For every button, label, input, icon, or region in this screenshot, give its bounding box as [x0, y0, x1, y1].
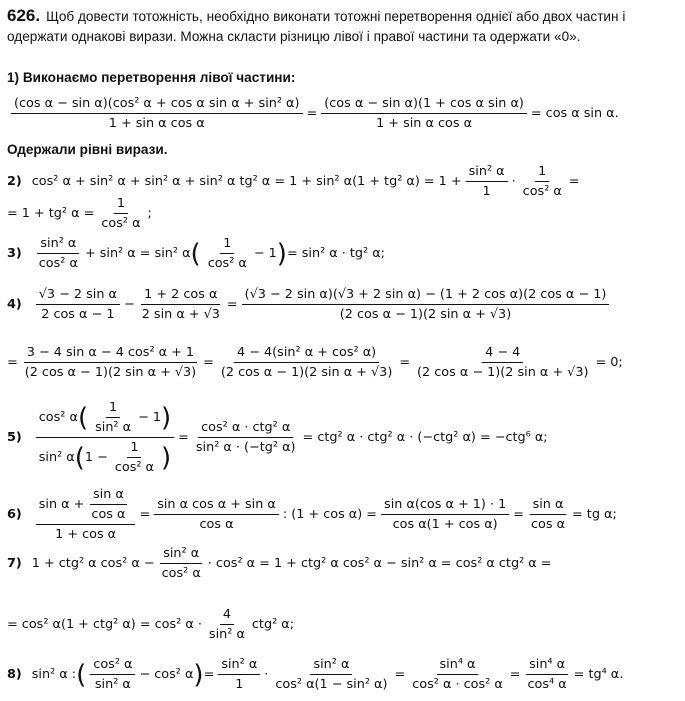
step1-label: 1) Виконаємо перетворення лівої частини:: [7, 70, 296, 85]
eq1-fraction-1: [11, 96, 303, 131]
eq2-eq: =: [568, 174, 580, 189]
eq5-inner-frac-2: [112, 440, 157, 475]
eq4b-f1d: (2 cos α − 1)(2 sin α + √3): [24, 365, 197, 380]
eq2-f1d: 1: [482, 184, 491, 199]
eq5-denominator: sin² α ( 1 − $\frac{1}{\text{cos² α}}$ ): [38, 440, 172, 475]
eq4-f1n: √3 − 2 sin α: [36, 287, 120, 305]
eq2-end: ;: [147, 206, 152, 221]
result-text: Одержали рівні вирази.: [7, 142, 168, 157]
eq6-na: sin α +: [38, 497, 85, 512]
eq5-nfn: 1: [106, 400, 120, 418]
eq5-nfd: sin² α: [95, 420, 132, 435]
eq3-fraction-2: [205, 236, 250, 271]
equation-6: 6) sin α + $\frac{\text{sin α}}{\text{cos α}}$ 1 + cos α = $\frac{\text{sin α cos α + sin α}}{\text{cos α}}$ : (1 + cos α) = $\frac{\text{sin α(cos α + 1) · 1}}{\text{cos α(1 + cos α)}}$ = $\frac{\text{sin α}}{\text{cos α}}$ = tg α;: [7, 487, 617, 542]
eq6-fraction-4: [528, 497, 568, 532]
eq6-nfd: cos α: [91, 507, 126, 522]
eq8-fraction-4: [409, 657, 506, 692]
eq4b-f1n: 3 − 4 sin α − 4 cos² α + 1: [24, 345, 197, 363]
step1-label-line: [7, 70, 295, 85]
eq7b-fraction: [206, 607, 248, 642]
eq6-f3d: cos α(1 + cos α): [392, 517, 498, 532]
equation-2: [7, 164, 580, 199]
eq6-f3n: sin α(cos α + 1) · 1: [381, 497, 509, 515]
eq7-part-a: 1 + ctg² α cos² α −: [31, 556, 155, 571]
eq2-f2n: 1: [535, 164, 549, 182]
eq8-f3d: cos² α(1 − sin² α): [275, 677, 388, 692]
eq4b-f3d: (2 cos α − 1)(2 sin α + √3): [417, 365, 589, 380]
eq6-f2d: cos α: [199, 517, 234, 532]
eq4b-end: = 0;: [595, 355, 623, 370]
eq2-f2d: cos² α: [522, 184, 562, 199]
eq4b-f3n: 4 − 4: [482, 345, 523, 363]
eq4-eq: =: [226, 297, 238, 312]
eq1-num1: (cos α − sin α)(cos² α + cos α sin α + sin² α): [11, 96, 303, 114]
equation-8: 8) sin² α : ( $\frac{\text{cos² α}}{\text{sin² α}}$ − cos² α ) = $\frac{\text{sin² α}}{1}$ · $\frac{\text{sin² α}}{\text{cos² α(1 − sin² α)}}$ = $\frac{\text{sin⁴ α}}{\text{cos² α · cos² α}}$ = $\frac{\text{sin⁴ α}}{\text{cos⁴ α}}$ = tg⁴ α.: [7, 657, 624, 692]
eq8-fraction-2: [218, 657, 260, 692]
eq4-fraction-1: [36, 287, 120, 322]
eq8-f2n: sin² α: [218, 657, 260, 675]
eq6-f2n: sin α cos α + sin α: [154, 497, 279, 515]
eq8-f4d: cos² α · cos² α: [412, 677, 503, 692]
eq4-label: 4): [7, 297, 22, 312]
result-line: [7, 142, 168, 157]
eq8-f1d: sin² α: [94, 677, 131, 692]
eq8-f1n: cos² α: [90, 657, 135, 675]
eq8-label: 8): [7, 667, 22, 682]
eq5-fraction-2: [193, 420, 299, 455]
eq8-tail: = tg⁴ α.: [573, 667, 624, 682]
eq3-part-a: + sin² α = sin² α: [84, 246, 191, 261]
eq5-dfn: 1: [127, 440, 141, 458]
eq7-fraction: [159, 546, 204, 581]
eq7-fd: cos² α: [161, 566, 201, 581]
eq4b-f2d: (2 cos α − 1)(2 sin α + √3): [220, 365, 393, 380]
eq4-f3n: (√3 − 2 sin α)(√3 + 2 sin α) − (1 + 2 cos α)(2 cos α − 1): [242, 287, 610, 305]
eq3-f1d: cos² α: [38, 256, 78, 271]
eq8-fraction-3: [272, 657, 390, 692]
eq1-fraction-2: [321, 96, 527, 131]
eq6-big-fraction: [36, 487, 136, 542]
eq5-numerator: cos² α ( $\frac{1}{\text{sin² α}}$ − 1 ): [36, 400, 174, 438]
eq5-f2n: cos² α · ctg² α: [198, 420, 293, 438]
eq7b-part-b: ctg² α;: [251, 617, 295, 632]
equation-5: 5) cos² α ( $\frac{1}{\text{sin² α}}$ − 1 ) sin² α ( 1 − $\frac{1}{\text{cos² α}}$ ) = $\frac{\text{cos² α · ctg² α}}{\text{sin² α · (−tg² α)}}$ = ctg² α · ctg² α · (−ctg² α) = −ctg⁶ α;: [7, 400, 548, 475]
eq2-part-a: cos² α + sin² α + sin² α + sin² α tg² α = 1 + sin² α(1 + tg² α) = 1 +: [31, 174, 462, 189]
eq5-db: 1 −: [84, 450, 108, 465]
eq5-label: 5): [7, 430, 22, 445]
eq1-den2: 1 + sin α cos α: [376, 116, 473, 131]
eq5-inner-frac-1: [92, 400, 134, 435]
eq3-f2d: cos² α: [207, 256, 247, 271]
equation-1: $\frac{\text{(cos α − sin α)(cos² α + cos α sin α + sin² α)}}{\text{1 + sin α cos α}}$ = $\frac{\text{(cos α − sin α)(1 + cos α sin α)}}{\text{1 + sin α cos α}}$ = cos α sin α.: [7, 96, 619, 131]
eq4-f2n: 1 + 2 cos α: [141, 287, 220, 305]
eq4b-fraction-2: [218, 345, 395, 380]
eq6-f4n: sin α: [530, 497, 567, 515]
eq8-part-a: sin² α :: [31, 667, 77, 682]
eq3-f1n: sin² α: [37, 236, 79, 254]
eq8-f5d: cos⁴ α: [527, 677, 567, 692]
eq6-tail: = tg α;: [572, 507, 617, 522]
eq4-f1d: 2 cos α − 1: [41, 307, 115, 322]
eq8-part-b: − cos² α: [139, 667, 194, 682]
eq6-f4d: cos α: [530, 517, 566, 532]
eq4-f2d: 2 sin α + √3: [141, 307, 220, 322]
eq6-d: 1 + cos α: [55, 527, 117, 542]
eq5-na: cos² α: [38, 410, 78, 425]
eq4-f3d: (2 cos α − 1)(2 sin α + √3): [339, 307, 512, 322]
eq8-f4n: sin⁴ α: [437, 657, 479, 675]
eq3-f2n: 1: [220, 236, 234, 254]
eq4-minus: −: [123, 297, 135, 312]
eq2-f3d: cos² α: [101, 216, 141, 231]
equation-4b: = $\frac{\text{3 − 4 sin α − 4 cos² α + 1}}{\text{(2 cos α − 1)(2 sin α + √3)}}$ = $\frac{\text{4 − 4(sin² α + cos² α)}}{\text{(2 cos α − 1)(2 sin α + √3)}}$ = $\frac{4 - 4}{\text{(2 cos α − 1)(2 sin α + √3)}}$ = 0;: [7, 345, 623, 380]
eq2-label: 2): [7, 174, 22, 189]
eq3-label: 3): [7, 246, 22, 261]
eq8-f5n: sin⁴ α: [526, 657, 568, 675]
eq6-label: 6): [7, 507, 22, 522]
eq8-f3n: sin² α: [310, 657, 352, 675]
eq3-part-b: − 1: [253, 246, 277, 261]
eq5-big-fraction: [36, 400, 174, 475]
equation-3: 3) $\frac{\text{sin² α}}{\text{cos² α}}$ + sin² α = sin² α ( $\frac{1}{\text{cos² α}}$ − 1 ) = sin² α · tg² α;: [7, 236, 385, 271]
eq2-f3n: 1: [114, 196, 128, 214]
eq4b-fraction-3: [414, 345, 591, 380]
eq1-tail: = cos α sin α.: [530, 106, 619, 121]
eq1-num2: (cos α − sin α)(1 + cos α sin α): [321, 96, 527, 114]
eq7b-fd: sin² α: [208, 627, 245, 642]
eq6-numerator: [36, 487, 136, 525]
eq2-fraction-3: [98, 196, 143, 231]
eq3-part-c: = sin² α · tg² α;: [286, 246, 385, 261]
eq7b-fn: 4: [220, 607, 234, 625]
eq5-dfd: cos² α: [114, 460, 154, 475]
eq8-fraction-1: [90, 657, 135, 692]
eq2-fraction-2: [520, 164, 565, 199]
eq1-den1: 1 + sin α cos α: [108, 116, 205, 131]
eq7b-part-a: = cos² α(1 + ctg² α) = cos² α ·: [7, 617, 202, 632]
intro-text: Щоб довести тотожність, необхідно виконати тотожні перетворення однієї або двох частин і одержати однакові вирази. Можна скласти різницю лівої і правої частини та одержати «0».: [7, 9, 626, 44]
eq6-fraction-3: [381, 497, 509, 532]
eq4-fraction-3: [242, 287, 610, 322]
eq7-label: 7): [7, 556, 22, 571]
problem-number: 626.: [7, 6, 41, 25]
problem-intro: [7, 6, 679, 47]
eq7-part-b: · cos² α = 1 + ctg² α cos² α − sin² α = cos² α ctg² α =: [207, 556, 552, 571]
eq6-nfn: sin α: [90, 487, 127, 505]
equation-7b: [7, 607, 294, 642]
eq5-da: sin² α: [38, 450, 75, 465]
eq8-f2d: 1: [235, 677, 244, 692]
eq4-fraction-2: [139, 287, 223, 322]
equation-2b: [7, 196, 152, 231]
eq4b-f2n: 4 − 4(sin² α + cos² α): [234, 345, 379, 363]
equation-7: [7, 546, 552, 581]
eq5-f2d: sin² α · (−tg² α): [195, 440, 296, 455]
eq8-fraction-5: [525, 657, 570, 692]
eq4b-fraction-1: [22, 345, 199, 380]
eq4b-eq: =: [7, 355, 18, 370]
eq2-part-b: = 1 + tg² α =: [7, 206, 95, 221]
eq6-fraction-2: [154, 497, 279, 532]
eq2-f1n: sin² α: [466, 164, 508, 182]
eq2-dot: ·: [511, 174, 516, 189]
eq6-mid: : (1 + cos α) =: [282, 507, 378, 522]
eq7-fn: sin² α: [160, 546, 202, 564]
eq3-fraction-1: [36, 236, 81, 271]
eq8-dot: ·: [264, 667, 269, 682]
equation-4: [7, 287, 613, 322]
eq6-inner-frac: [88, 487, 128, 522]
eq5-tail: = ctg² α · ctg² α · (−ctg² α) = −ctg⁶ α;: [302, 430, 548, 445]
eq2-fraction-1: [466, 164, 508, 199]
eq5-nb: − 1: [138, 410, 161, 425]
